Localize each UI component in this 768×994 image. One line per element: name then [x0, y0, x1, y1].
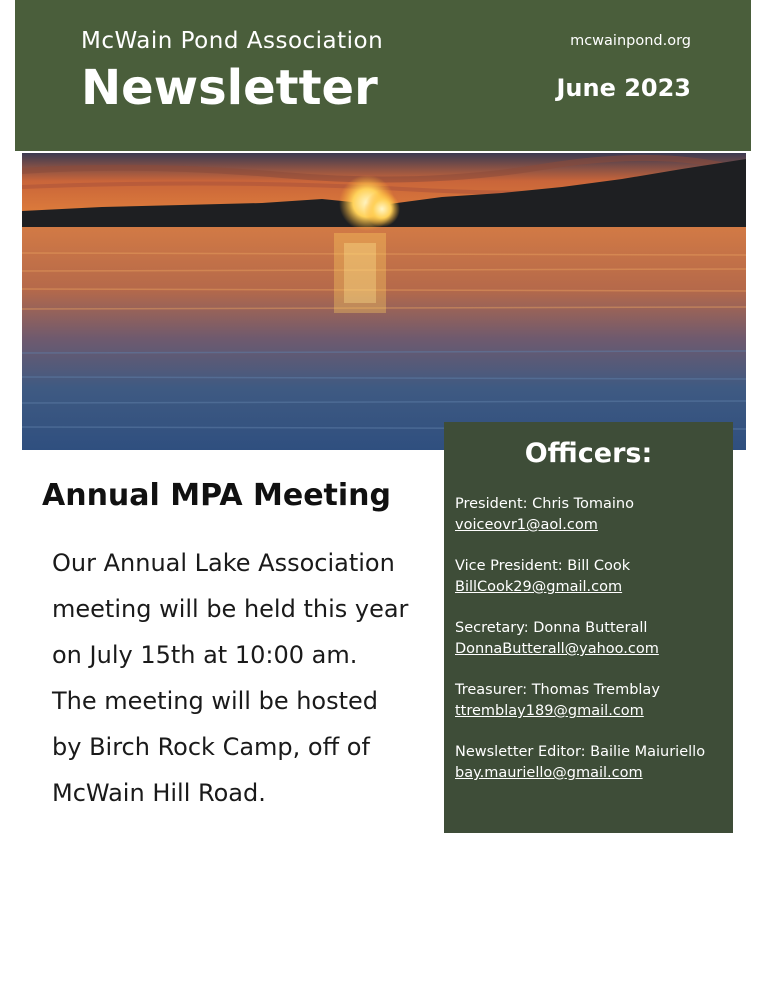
officer-email-link[interactable]: ttremblay189@gmail.com: [455, 703, 644, 719]
newsletter-header: [15, 0, 751, 151]
officer-secretary: [455, 618, 725, 660]
meeting-description: [52, 540, 412, 816]
officer-name: Bill Cook: [567, 558, 631, 574]
meeting-paragraph: The meeting will be hosted by Birch Rock Camp, off of McWain Hill Road.: [52, 687, 379, 807]
officer-treasurer: [455, 680, 725, 722]
officer-role: Vice President:: [455, 558, 563, 574]
sunset-fireworks-lake-photo-icon: [22, 153, 746, 450]
officer-email-link[interactable]: bay.mauriello@gmail.com: [455, 765, 643, 781]
officers-panel: [444, 422, 733, 833]
officer-email-link[interactable]: voiceovr1@aol.com: [455, 517, 598, 533]
officer-name: Bailie Maiuriello: [590, 744, 706, 760]
newsletter-title: Newsletter: [81, 60, 378, 116]
officer-vice-president: [455, 556, 725, 598]
officer-role: Treasurer:: [455, 682, 528, 698]
hero-photo: [22, 153, 746, 450]
officer-role: Newsletter Editor:: [455, 744, 586, 760]
issue-date: June 2023: [556, 74, 691, 102]
officer-email-link[interactable]: BillCook29@gmail.com: [455, 579, 623, 595]
officer-role: President:: [455, 496, 528, 512]
meeting-heading: Annual MPA Meeting: [42, 478, 392, 513]
website-link[interactable]: mcwainpond.org: [570, 33, 691, 49]
officer-name: Chris Tomaino: [532, 496, 634, 512]
officer-name: Donna Butterall: [533, 620, 648, 636]
officer-role: Secretary:: [455, 620, 529, 636]
officer-email-link[interactable]: DonnaButterall@yahoo.com: [455, 641, 659, 657]
organization-name: McWain Pond Association: [81, 28, 384, 54]
officers-title: Officers:: [524, 438, 653, 469]
officer-president: [455, 494, 725, 536]
officer-name: Thomas Tremblay: [531, 682, 660, 698]
meeting-paragraph: Our Annual Lake Association meeting will be held this year on July 15th at 10:00 am.: [52, 549, 409, 669]
officer-newsletter-editor: [455, 742, 725, 784]
